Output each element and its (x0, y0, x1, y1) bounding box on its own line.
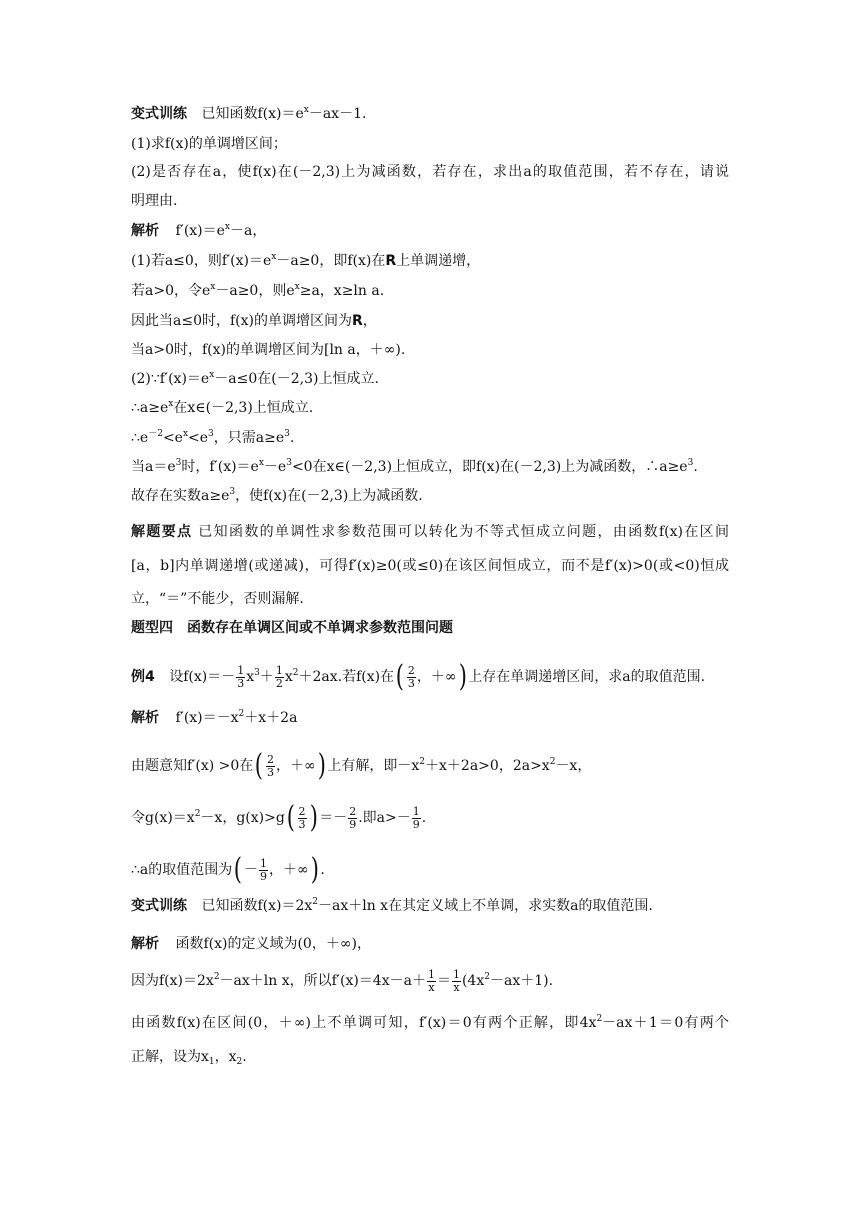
exercise-1-q1: (1)求f(x)的单调增区间； (131, 136, 287, 152)
solution-1-line8: 当$a=e^3$时，$f'(x)=e^x-e^3<0$在x∈(－2,3)上恒成立，即f(x)在(－2,3)上为减函数，$\therefore a\ge e^3$. (131, 458, 698, 475)
exercise-1-stem: 变式训练 已知函数$f(x)=e^x-ax-1$. (131, 105, 367, 122)
fraction: $\frac{2}{9}$ (349, 804, 357, 831)
solution-2-line3: 正解，设为$x_1$，$x_2$. (131, 1049, 247, 1067)
solution-4-line2: 令$g(x)=x^2-x$，g(x)>g( $\frac{2}{3}$ ) ＝－ $\frac{2}{9}$ .即a>－ $\frac{1}{9}$ . (131, 800, 427, 835)
solution-1-line0: 解析 $f'(x)=e^x-a$， (131, 222, 267, 239)
solution-1-line6: $\therefore a\ge e^x$在x∈(－2,3)上恒成立. (131, 399, 314, 416)
exercise-1-q2-line2: 明理由. (131, 193, 178, 209)
solution-4-line3: ∴a的取值范围为( － $\frac{1}{9}$ ，＋∞) . (131, 852, 325, 887)
exercise-1-q2-line1: (2)是否存在a，使f(x)在(－2,3)上为减函数，若存在，求出a的取值范围，若不存在，请说 (131, 164, 729, 180)
fraction: $\frac{1}{9}$ (412, 804, 420, 831)
tips-line1: 解题要点 已知函数的单调性求参数范围可以转化为不等式恒成立问题，由函数f(x)在区间 (131, 524, 730, 540)
fraction: $\frac{1}{3}$ (237, 663, 245, 690)
exercise-2-stem: 变式训练 已知函数$f(x)=2x^2-ax+\ln$ x在其定义域上不单调，求实数a的取值范围. (131, 897, 653, 914)
solution-1-line9: 故存在实数$a\ge e^3$，使f(x)在(－2,3)上为减函数. (131, 487, 423, 504)
fraction: $\frac{1}{x}$ (427, 967, 435, 994)
fraction: $\frac{1}{2}$ (275, 663, 283, 690)
fraction: $\frac{1}{x}$ (452, 967, 460, 994)
solution-label: 解析 (131, 936, 159, 952)
solution-1-line3: 因此当a≤0时，f(x)的单调增区间为R， (131, 313, 377, 329)
fraction: $\frac{2}{3}$ (298, 804, 306, 831)
solution-1-line7: $\therefore e^{-2}<e^x<e^3$，只需$a\ge e^3$. (131, 429, 295, 446)
solution-1-line5: $(2)\because f'(x)=e^x-a\le 0$在(－2,3)上恒成立. (131, 370, 379, 387)
exercise-label: 变式训练 (131, 106, 187, 122)
tips-label: 解题要点 (131, 524, 193, 540)
solution-4-line0: 解析 $f'(x)=-x^2+x+2a$ (131, 709, 298, 726)
solution-2-line0: 解析 函数f(x)的定义域为(0，＋∞)， (131, 936, 371, 952)
solution-1-line4: 当a>0时，f(x)的单调增区间为[ln a，＋∞). (131, 342, 406, 358)
tips-line3: 立，“＝”不能少，否则漏解. (131, 591, 304, 607)
fraction: $\frac{2}{3}$ (267, 752, 274, 779)
solution-label: 解析 (131, 223, 159, 239)
section-title: 题型四 函数存在单调区间或不单调求参数范围问题 (131, 620, 453, 636)
solution-2-line1: 因为$f(x)=2x^2-ax+\ln$ x，所以f′(x)＝4x－a＋ $\frac{1}{x}$ ＝ $\frac{1}{x}$ $(4x^2-ax+1)$. (131, 967, 554, 994)
example-4-stem: 例4 设f(x)＝－ $\frac{1}{3}$ $x^3+$ $\frac{1}{2}$ $x^2+2ax$.若f(x)在( $\frac{2}{3}$ ，＋∞) 上存在单调递增区间，求a的取值范围. (131, 659, 706, 694)
exercise-label: 变式训练 (131, 898, 187, 914)
fraction: $\frac{1}{9}$ (259, 856, 267, 883)
example-label: 例4 (131, 669, 155, 685)
solution-1-line1: (1)若a≤0，则$f'(x)=e^x-a\ge 0$，即f(x)在R上单调递增， (131, 252, 481, 269)
tips-line2: [a，b]内单调递增(或递减)，可得f′(x)≥0(或≤0)在该区间恒成立，而不是f′(x)>0(或<0)恒成 (131, 558, 729, 574)
solution-label: 解析 (131, 710, 159, 726)
solution-4-line1: 由题意知f′(x) >0在( $\frac{2}{3}$ ，＋∞) 上有解，即$-x^2+x+2a>0$，$2a>x^2-x$， (131, 748, 592, 783)
solution-1-line2: 若a>0，令$e^x-a\ge 0$，则$e^x\ge a$，x≥ln a. (131, 282, 385, 299)
fraction: $\frac{2}{3}$ (407, 663, 415, 690)
solution-2-line2: 由函数f(x)在区间(0，＋∞)上不单调可知，f′(x)＝0有两个正解，即$4x^2-ax+1=0$有两个 (131, 1014, 729, 1031)
